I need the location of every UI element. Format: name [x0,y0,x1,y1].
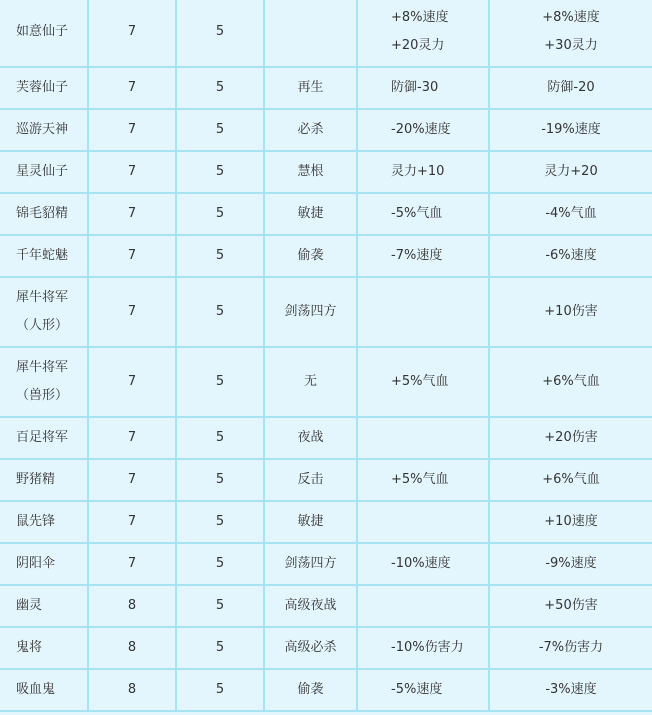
value-b-cell: 5 [176,109,264,151]
table-row [0,585,652,627]
effect-2-cell [489,0,652,67]
value-a-cell: 7 [88,347,176,417]
effect-2-cell [489,501,652,543]
cell-line: +10速度 [544,514,598,529]
name-cell [0,235,88,277]
skill-cell: 再生 [264,67,357,109]
cell-line: 犀牛将军 [16,290,69,305]
table-row [0,417,652,459]
effect-1-cell [357,585,489,627]
effect-1-cell [357,347,489,417]
effect-1-cell [357,67,489,109]
cell-line: -5%速度 [391,682,443,697]
effect-1-cell [357,501,489,543]
cell-line: 野猪精 [16,472,56,487]
value-a-cell: 8 [88,585,176,627]
skill-cell: 偷袭 [264,669,357,711]
effect-2-cell [489,67,652,109]
table-row [0,277,652,347]
cell-line: 幽灵 [16,598,43,613]
cell-line: -20%速度 [391,122,451,137]
value-b-cell: 5 [176,67,264,109]
name-cell [0,585,88,627]
cell-line: -10%速度 [391,556,451,571]
name-cell [0,627,88,669]
cell-line: -19%速度 [541,122,601,137]
value-b-cell: 5 [176,459,264,501]
cell-line: （人形） [16,318,69,333]
skill-cell: 剑荡四方 [264,277,357,347]
skill-cell: 高级必杀 [264,627,357,669]
value-a-cell: 7 [88,235,176,277]
table-row [0,193,652,235]
value-b-cell: 5 [176,277,264,347]
cell-line: 鬼将 [16,640,43,655]
cell-line: -3%速度 [545,682,597,697]
effect-1-cell [357,151,489,193]
value-b-cell: 5 [176,347,264,417]
value-b-cell: 5 [176,627,264,669]
cell-line: -7%伤害力 [538,640,604,655]
value-a-cell: 8 [88,627,176,669]
cell-line: 千年蛇魅 [16,248,69,263]
cell-line: -4%气血 [545,206,597,221]
name-cell [0,417,88,459]
cell-line: 百足将军 [16,430,69,445]
effect-2-cell [489,669,652,711]
effect-2-cell [489,193,652,235]
value-a-cell: 7 [88,0,176,67]
name-cell [0,0,88,67]
effect-2-cell [489,347,652,417]
table-row [0,669,652,711]
value-a-cell: 7 [88,459,176,501]
cell-line: -5%气血 [391,206,443,221]
value-b-cell: 5 [176,543,264,585]
skill-cell: 反击 [264,459,357,501]
skill-cell: 敏捷 [264,501,357,543]
cell-line: -7%速度 [391,248,443,263]
cell-line: +5%气血 [391,472,449,487]
cell-line: 星灵仙子 [16,164,69,179]
cell-line: 巡游天神 [16,122,69,137]
value-a-cell: 8 [88,669,176,711]
cell-line: +8%速度 [542,10,600,25]
cell-line: -6%速度 [545,248,597,263]
effect-1-cell [357,627,489,669]
effect-1-cell [357,459,489,501]
value-a-cell: 7 [88,543,176,585]
name-cell [0,501,88,543]
table-row [0,109,652,151]
table-row [0,0,652,67]
name-cell [0,193,88,235]
table-row [0,235,652,277]
effect-2-cell [489,627,652,669]
cell-line: 犀牛将军 [16,360,69,375]
table-row [0,67,652,109]
table-row [0,151,652,193]
effect-2-cell [489,277,652,347]
effect-1-cell [357,669,489,711]
value-a-cell: 7 [88,277,176,347]
effect-1-cell [357,417,489,459]
skill-cell: 慧根 [264,151,357,193]
table-row [0,543,652,585]
name-cell [0,347,88,417]
effect-2-cell [489,417,652,459]
cell-line: +50伤害 [544,598,598,613]
cell-line: +8%速度 [391,10,449,25]
cell-line: 芙蓉仙子 [16,80,69,95]
table-row [0,347,652,417]
cell-line: 阴阳伞 [16,556,56,571]
effect-2-cell [489,235,652,277]
cell-line: +5%气血 [391,374,449,389]
cell-line: +20灵力 [391,38,445,53]
cell-line: -9%速度 [545,556,597,571]
value-a-cell: 7 [88,67,176,109]
value-b-cell: 5 [176,0,264,67]
effect-2-cell [489,151,652,193]
effect-2-cell [489,585,652,627]
value-a-cell: 7 [88,501,176,543]
value-b-cell: 5 [176,501,264,543]
skill-cell: 敏捷 [264,193,357,235]
effect-2-cell [489,543,652,585]
cell-line: 吸血鬼 [16,682,56,697]
cell-line: 灵力+10 [391,164,445,179]
name-cell [0,151,88,193]
cell-line: +6%气血 [542,374,600,389]
effect-2-cell [489,109,652,151]
table-row [0,501,652,543]
value-a-cell: 7 [88,417,176,459]
skill-cell: 夜战 [264,417,357,459]
effect-2-cell [489,459,652,501]
value-b-cell: 5 [176,235,264,277]
cell-line: -10%伤害力 [391,640,464,655]
value-a-cell: 7 [88,151,176,193]
cell-line: 如意仙子 [16,24,69,39]
cell-line: 锦毛貂精 [16,206,69,221]
skill-cell [264,0,357,67]
effect-1-cell [357,109,489,151]
name-cell [0,67,88,109]
skill-cell: 剑荡四方 [264,543,357,585]
cell-line: +10伤害 [544,304,598,319]
value-b-cell: 5 [176,417,264,459]
skill-cell: 高级夜战 [264,585,357,627]
cell-line: 防御-30 [391,80,439,95]
effect-1-cell [357,193,489,235]
effect-1-cell [357,543,489,585]
name-cell [0,459,88,501]
table-row [0,627,652,669]
effect-1-cell [357,235,489,277]
cell-line: +6%气血 [542,472,600,487]
effect-1-cell [357,277,489,347]
value-b-cell: 5 [176,669,264,711]
skill-cell: 偷袭 [264,235,357,277]
cell-line: 鼠先锋 [16,514,56,529]
name-cell [0,669,88,711]
skill-cell: 无 [264,347,357,417]
cell-line: 防御-20 [547,80,595,95]
value-b-cell: 5 [176,151,264,193]
skill-cell: 必杀 [264,109,357,151]
value-a-cell: 7 [88,193,176,235]
value-a-cell: 7 [88,109,176,151]
value-b-cell: 5 [176,193,264,235]
cell-line: （兽形） [16,388,69,403]
value-b-cell: 5 [176,585,264,627]
cell-line: 灵力+20 [544,164,598,179]
table-row [0,459,652,501]
effect-1-cell [357,0,489,67]
name-cell [0,277,88,347]
name-cell [0,543,88,585]
cell-line: +20伤害 [544,430,598,445]
name-cell [0,109,88,151]
cell-line: +30灵力 [544,38,598,53]
